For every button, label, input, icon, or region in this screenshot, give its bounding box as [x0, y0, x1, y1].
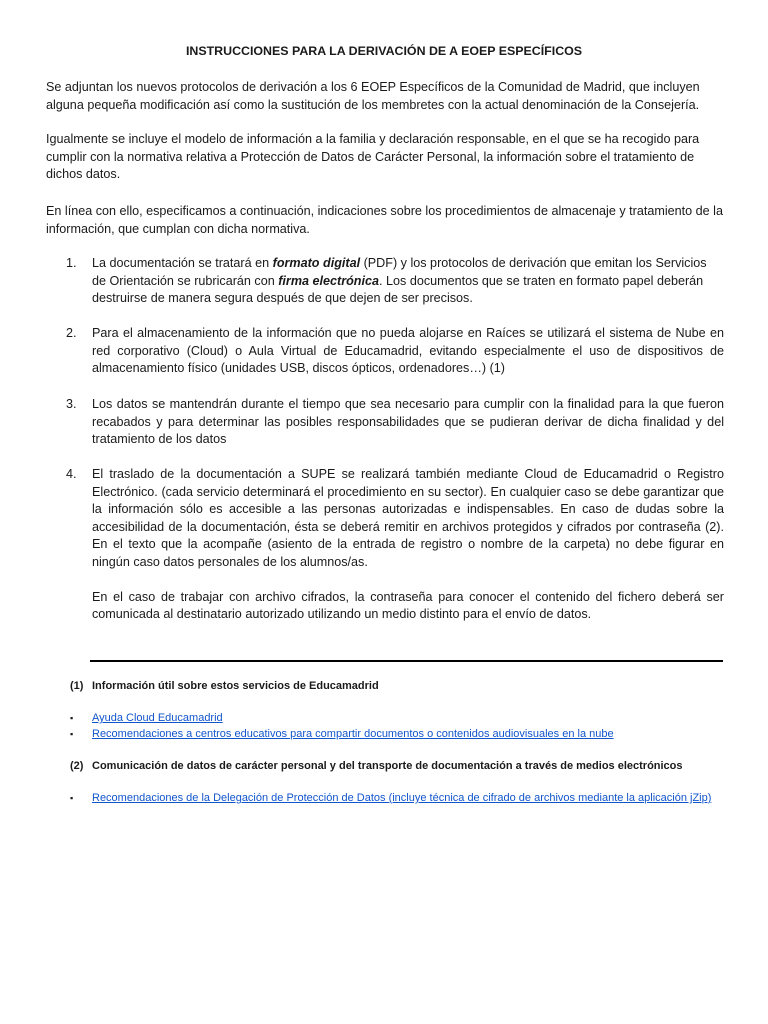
footnote-title: Información útil sobre estos servicios de Educamadrid [92, 680, 379, 692]
list-item-text: El traslado de la documentación a SUPE se realizará también mediante Cloud de Educamadrid o Registro Electrónico. (cada servicio determinará el procedimiento en su sector). En cualquier caso se debe garantizar que la información sólo es accesible a las personas autorizadas e indispensables. En caso de dudas sobre la accesibilidad de la documentación, ésta se deberá remitir en archivos protegidos y cifrados por contraseña (2). En el texto que la acompañe (asiento de la entrada de registro o nombre de la carpeta) no debe figurar en ningún caso datos personales de los alumnos/as. [92, 467, 724, 569]
list-item-text: Los datos se mantendrán durante el tiempo que sea necesario para cumplir con la finalidad para la que fueron recabados y para determinar las posibles responsabilidades que se pudieran derivar de dicha finalidad y del tratamiento de los datos [92, 397, 724, 447]
footnote-1-heading [70, 678, 730, 696]
emphasis-firma-electronica: firma electrónica [278, 273, 380, 288]
list-number: 3. [66, 397, 77, 411]
footnote-1-link-item-1 [70, 710, 726, 726]
intro-paragraph: Se adjuntan los nuevos protocolos de derivación a los 6 EOEP Específicos de la Comunidad de Madrid, que incluyen alguna pequeña modificación así como la sustitución de los membretes con la actual denominación de la Consejería. [46, 80, 700, 112]
list-number: 2. [66, 326, 77, 340]
bullet-icon: ▪ [70, 713, 74, 723]
link-recomendaciones-nube[interactable]: Recomendaciones a centros educativos para compartir documentos o contenidos audiovisuales en la nube [92, 728, 614, 740]
footnote-divider [90, 660, 723, 662]
list-item-text: La documentación se tratará en formato digital (PDF) y los protocolos de derivación que emitan los Servicios de Orientación se rubricarán con firma electrónica. Los documentos que se traten en formato papel deberán destruirse de manera segura después de que dejen de ser precisos. [92, 256, 707, 306]
list-item-text: Para el almacenamiento de la información que no pueda alojarse en Raíces se utilizará el sistema de Nube en red corporativo (Cloud) o Aula Virtual de Educamadrid, evitando especialmente el uso de dispositivos de almacenamiento físico (unidades USB, discos ópticos, ordenadores…) (1) [92, 326, 724, 376]
list-item-3 [66, 396, 724, 449]
procedures-paragraph: En línea con ello, especificamos a continuación, indicaciones sobre los procedimientos de almacenaje y tratamiento de la información, que cumplan con dicha normativa. [46, 204, 723, 236]
list-item-4 [66, 466, 724, 624]
link-delegacion-proteccion-datos[interactable]: Recomendaciones de la Delegación de Protección de Datos (incluye técnica de cifrado de archivos mediante la aplicación jZip) [92, 792, 712, 804]
bullet-icon: ▪ [70, 793, 74, 803]
footnote-number: (1) [70, 680, 84, 692]
emphasis-formato-digital: formato digital [272, 256, 361, 270]
bullet-icon: ▪ [70, 729, 74, 739]
footnote-number: (2) [70, 760, 84, 772]
footnote-2-link-item-1 [70, 790, 726, 806]
list-item-2 [66, 325, 724, 378]
footnote-1-link-item-2 [70, 726, 726, 742]
list-item-note: En el caso de trabajar con archivo cifrados, la contraseña para conocer el contenido del fichero deberá ser comunicada al destinatario autorizado utilizando un medio distinto para el envío de datos. [92, 589, 724, 622]
footnote-2-heading [70, 758, 730, 776]
footnote-title: Comunicación de datos de carácter personal y del transporte de documentación a través de medios electrónicos [92, 760, 683, 772]
data-protection-paragraph: Igualmente se incluye el modelo de información a la familia y declaración responsable, en el que se ha recogido para cumplir con la normativa relativa a Protección de Datos de Carácter Personal, la información sobre el tratamiento de dichos datos. [46, 132, 700, 182]
list-item-1 [66, 255, 724, 308]
link-ayuda-cloud[interactable]: Ayuda Cloud Educamadrid [92, 712, 223, 724]
list-number: 1. [66, 256, 77, 270]
list-number: 4. [66, 467, 77, 481]
document-title: INSTRUCCIONES PARA LA DERIVACIÓN DE A EOEP ESPECÍFICOS [185, 44, 583, 58]
